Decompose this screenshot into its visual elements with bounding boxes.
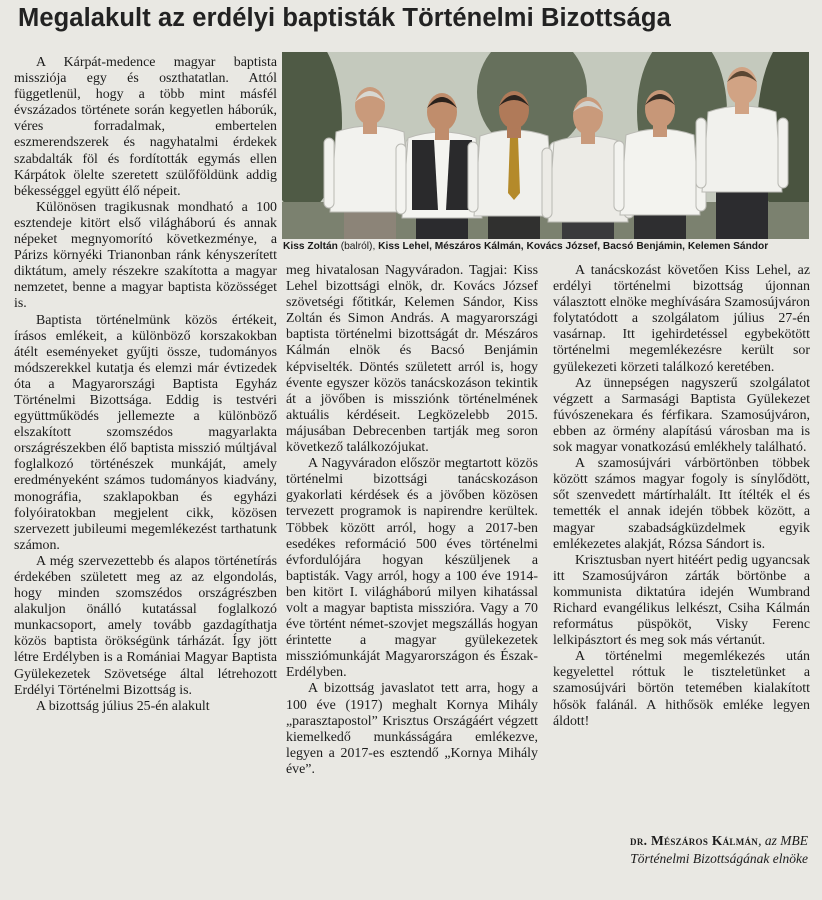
article-column-2	[286, 263, 538, 778]
person-shirt	[702, 106, 782, 192]
caption-first-name: Kiss Zoltán	[283, 241, 338, 252]
author-role: , az MBE	[758, 833, 808, 848]
group-photo-image	[282, 52, 809, 239]
caption-note: (balról),	[337, 241, 379, 252]
paragraph: meg hivatalosan Nagyváradon. Tagjai: Kiss Lehel bizottsági elnök, dr. Kovács József szövetségi főtitkár, Kelemen Sándor, Kiss Zoltán és Simon András. A magyarországi baptista történelmi bizottságát dr. Mészáros Kálmán elnök és Bacsó Benjámin képviselték. Döntés született arról is, hogy évente egyszer közös tanácskozáson tekintik át a jövőben is missziónk történelmének aktuális kérdéseit. Legközelebb 2015. májusában Debrecenben tartják meg soron következő találkozójukat.	[286, 263, 538, 456]
person-arm	[396, 144, 406, 214]
article-column-3	[553, 263, 810, 730]
paragraph: A még szervezettebb és alapos történetírás érdekében született meg az az elgondolás, hogy minden szomszédos országrészben alakuljon önálló kutatással foglalkozó munkacsoport, amely tovább gazdagíthatja közös baptista örökségünk tárházát. Így jött létre Erdélyben is a Romániai Magyar Baptista Gyülekezetek Szövetsége által létrehozott Erdélyi Történelmi Bizottság is.	[14, 553, 277, 698]
person-arm	[778, 118, 788, 188]
author-role-line: Történelmi Bizottságának elnöke	[630, 851, 808, 866]
person-arm	[324, 138, 334, 208]
paragraph: Krisztusban nyert hitéért pedig ugyancsak itt Szamosújváron zárták börtönbe a kommunista diktatúra idején Wumbrand Richard evangélikus lelkészt, Csiha Kálmán református püspököt, Visky Ferenc lelkipásztort és meg sok más vértanút.	[553, 552, 810, 649]
paragraph: Az ünnepségen nagyszerű szolgálatot végzett a Sarmasági Baptista Gyülekezet fúvószenekara és férfikara. Szamosújváron, ebben az örmény alapítású városban ma is sok magyar vonatkozású emlékhely található.	[553, 375, 810, 456]
person-tie	[508, 136, 520, 200]
paragraph: A szamosújvári várbörtönben többek között számos magyar fogoly is sínylődött, sőt szenvedett mártírhalált. Itt ítélték el és temették el annak idején többek között, a magyar szabadságküzdelmek egyik emlékezetes alakját, Rózsa Sándort is.	[553, 456, 810, 552]
paragraph: Különösen tragikusnak mondható a 100 esztendeje kitört első világháború és annak népeket megnyomorító következménye, a Párizs környéki Trianonban ránk kényszerített diktátum, amely részekre szakította a magyar nemzetet, benne a magyar baptista közösséget is.	[14, 199, 277, 312]
author-name: dr. Mészáros Kálmán	[630, 833, 759, 848]
article-headline: Megalakult az erdélyi baptisták Történelmi Bizottsága	[18, 4, 671, 32]
person-arm	[468, 142, 478, 212]
paragraph: A bizottság július 25-én alakult	[36, 698, 210, 714]
paragraph: A bizottság javaslatot tett arra, hogy a 100 éve (1917) meghalt Kornya Mihály „parasztapostol” Krisztus Országáért végzett kiemelkedő munkásságára emlékezve, legyen a 2017-es esztendő „Kornya Mihály éve”.	[286, 681, 538, 777]
photo-caption	[283, 241, 813, 252]
person-arm	[542, 148, 552, 218]
person-vest	[412, 140, 438, 210]
article-column-1	[14, 55, 277, 715]
caption-names: Kiss Lehel, Mészáros Kálmán, Kovács József, Bacsó Benjámin, Kelemen Sándor	[378, 241, 769, 252]
author-signature	[553, 833, 808, 849]
group-photo	[282, 52, 809, 239]
paragraph: A Nagyváradon először megtartott közös történelmi bizottsági tanácskozáson gyakorlati kérdések és a jövőben közösen tervezett programok is napirendre kerültek. Többek között arról, hogy a 2017-ben esedékes reformáció 500 éves történelmi évfordulójára hogyan készüljenek a baptisták. Vagy arról, hogy a 100 éve 1914-ben kitört I. világháború milyen kihatással volt a magyar baptista misszióra. Vagy a 70 éve történt német-szovjet megszállás hogyan érintette a magyar gyülekezetek missziómunkáját Magyarországon és Észak-Erdélyben.	[286, 456, 538, 681]
paragraph: A történelmi megemlékezés után kegyelettel róttuk le tiszteletünket a szamosújvári börtön tetemében kialakított hősök falánál. A hithősök emléke legyen áldott!	[553, 649, 810, 729]
paragraph: A tanácskozást követően Kiss Lehel, az erdélyi történelmi bizottság újonnan választott elnöke meghívására Szamosújváron folytatódott a szolgálatom július 27-én vasárnap. Itt igehirdetéssel egybekötött történelmi megemlékezésre került sor gyülekezeti körzeti találkozó keretében.	[553, 263, 810, 375]
person-arm	[696, 118, 706, 188]
person-shirt	[620, 129, 700, 215]
paragraph: Baptista történelmünk közös értékeit, írásos emlékeit, a különböző korszakokban átélt eseményeket gyűjti össze, tudományos módszerekkel kutatja és elemzi már évtizedek óta a Magyarországi Baptista Egyház Történelmi Bizottsága. Eddig is testvéri együttműködés jellemezte a különböző elszakított szomszédos magyarlakta országrészekben élő baptista misszió múltjával foglalkozó történészek munkáját, amely eredményeként számos tudományos kiadvány, monográfia, szaklapokban és egyházi folyóiratokban megjelent cikk, közösen szervezett jubileumi megemlékezést tarthatunk számon.	[14, 312, 277, 553]
paragraph: A Kárpát-medence magyar baptista missziója egy és oszthatatlan. Attól függetlenül, hogy a több mint másfél évszázados története során kegyetlen háborúk, véres forradalmak, embertelen eszmerendszerek és nagyhatalmi érdekek szabdalták föl és fordították egymás ellen Kárpátok ölelte szeretett szülőföldünk addig békességgel együtt élő népeit.	[14, 55, 277, 199]
person-arm	[614, 141, 624, 211]
